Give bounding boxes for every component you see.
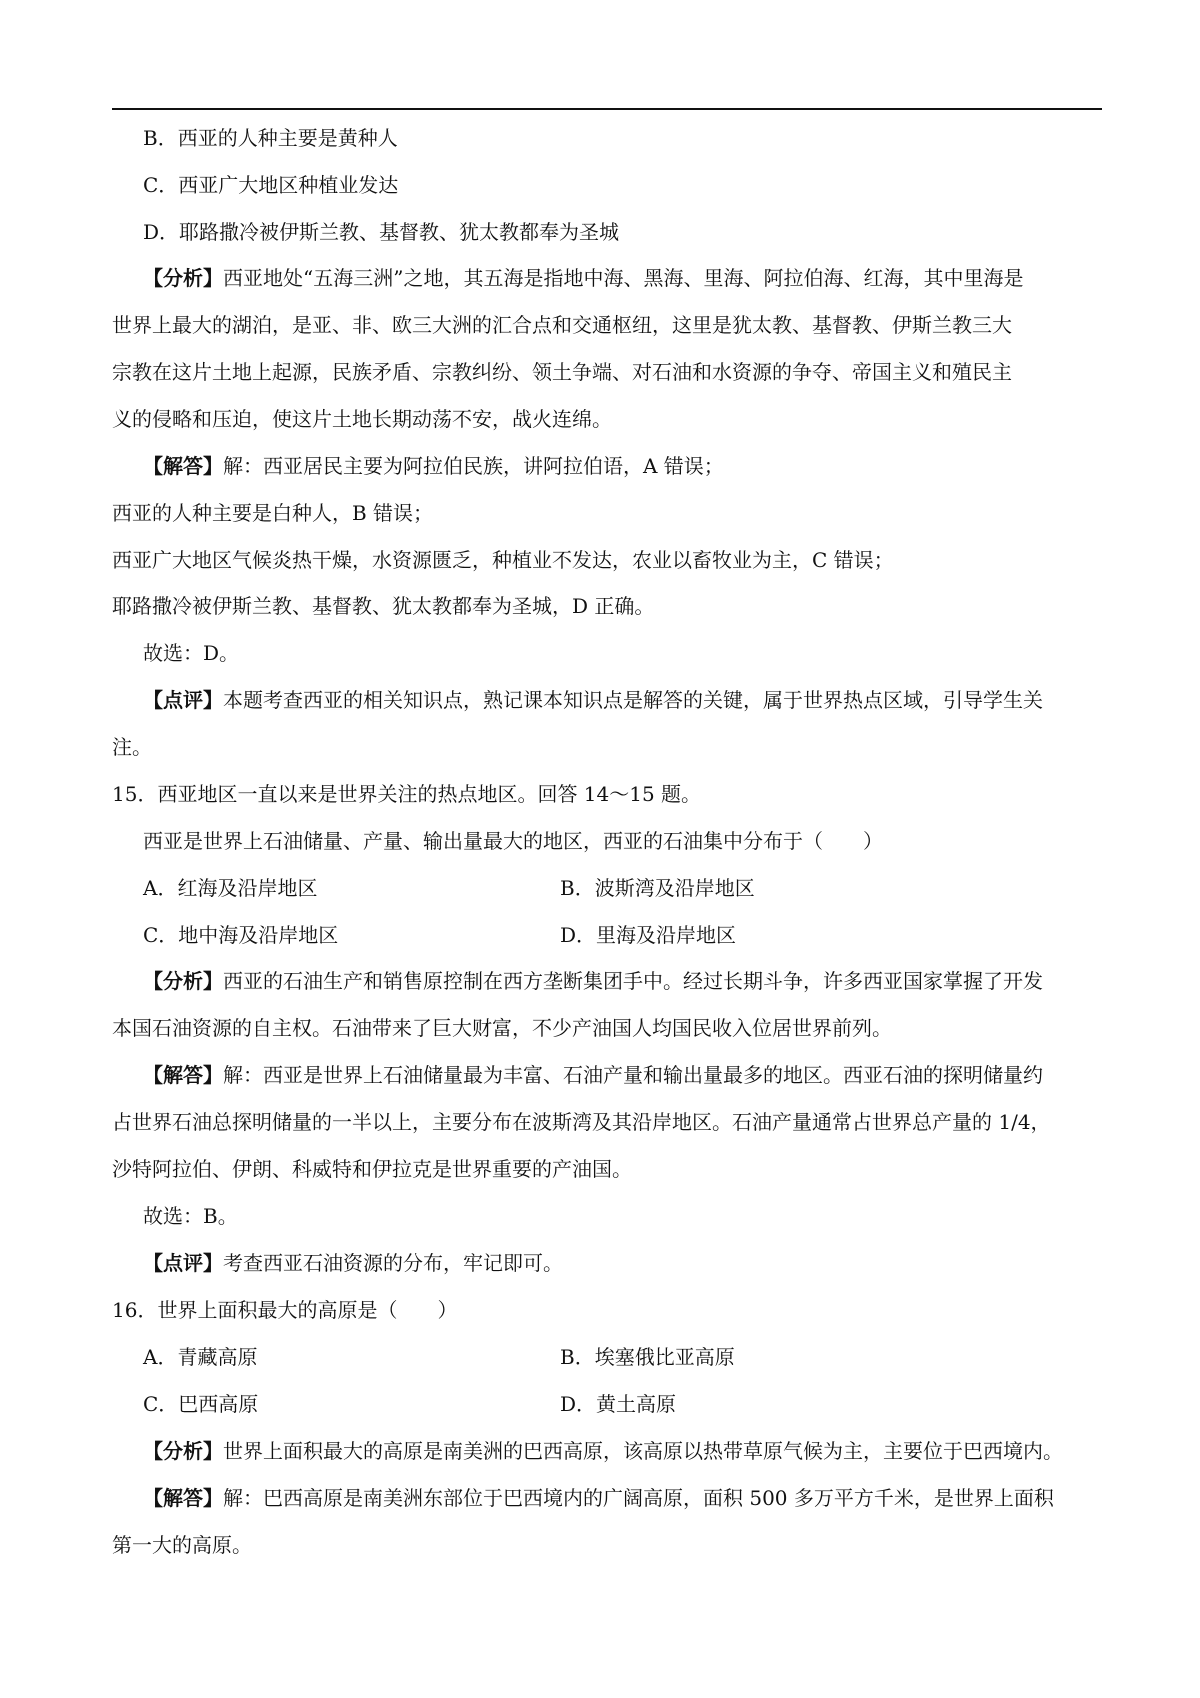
option-d: D．耶路撒冷被伊斯兰教、基督教、犹太教都奉为圣城 — [143, 220, 620, 244]
analysis-line — [143, 263, 1023, 293]
q16-option-a: A．青藏高原 — [143, 1345, 258, 1369]
analysis-text: 西亚地处“五海三洲”之地，其五海是指地中海、黑海、里海、阿拉伯海、红海，其中里海是 — [223, 266, 1024, 290]
q16-answer-line: 第一大的高原。 — [112, 1533, 252, 1557]
answer-text: 解：西亚居民主要为阿拉伯民族，讲阿拉伯语，A 错误； — [223, 454, 724, 478]
q16-option-c: C．巴西高原 — [143, 1392, 259, 1416]
analysis-tag: 【分析】 — [143, 1439, 223, 1463]
answer-line — [143, 451, 724, 481]
answer-line: 西亚的人种主要是白种人，B 错误； — [112, 501, 434, 525]
q15-answer-line: 占世界石油总探明储量的一半以上，主要分布在波斯湾及其沿岸地区。石油产量通常占世界总产量的 1/4， — [112, 1110, 1051, 1134]
analysis-text: 西亚的石油生产和销售原控制在西方垄断集团手中。经过长期斗争，许多西亚国家掌握了开发 — [223, 969, 1043, 993]
answer-text: 解：西亚是世界上石油储量最为丰富、石油产量和输出量最多的地区。西亚石油的探明储量约 — [223, 1063, 1043, 1087]
q15-answer-line: 沙特阿拉伯、伊朗、科威特和伊拉克是世界重要的产油国。 — [112, 1157, 632, 1181]
q15-option-d: D．里海及沿岸地区 — [560, 923, 737, 947]
answer-tag: 【解答】 — [143, 1486, 223, 1510]
question-15-stem: 15．西亚地区一直以来是世界关注的热点地区。回答 14～15 题。 — [112, 782, 702, 806]
q15-analysis-line — [143, 966, 1043, 996]
analysis-line: 义的侵略和压迫，使这片土地长期动荡不安，战火连绵。 — [112, 407, 612, 431]
analysis-line: 宗教在这片土地上起源，民族矛盾、宗教纠纷、领土争端、对石油和水资源的争夺、帝国主义和殖民主 — [112, 360, 1012, 384]
q15-comment-line — [143, 1248, 563, 1278]
comment-line: 注。 — [112, 735, 152, 759]
comment-text: 考查西亚石油资源的分布，牢记即可。 — [223, 1251, 563, 1275]
q16-option-d: D．黄土高原 — [560, 1392, 677, 1416]
answer-text: 解：巴西高原是南美洲东部位于巴西境内的广阔高原，面积 500 多万平方千米，是世界上面积 — [223, 1486, 1054, 1510]
q15-answer-choice: 故选：B。 — [143, 1204, 238, 1228]
comment-line — [143, 685, 1043, 715]
question-15-substem: 西亚是世界上石油储量、产量、输出量最大的地区，西亚的石油集中分布于（ ） — [143, 829, 883, 853]
analysis-tag: 【分析】 — [143, 266, 223, 290]
comment-tag: 【点评】 — [143, 688, 223, 712]
header-rule — [112, 108, 1102, 110]
option-c: C．西亚广大地区种植业发达 — [143, 173, 399, 197]
comment-text: 本题考查西亚的相关知识点，熟记课本知识点是解答的关键，属于世界热点区域，引导学生关 — [223, 688, 1043, 712]
analysis-text: 世界上面积最大的高原是南美洲的巴西高原，该高原以热带草原气候为主，主要位于巴西境内。 — [223, 1439, 1063, 1463]
analysis-line: 世界上最大的湖泊，是亚、非、欧三大洲的汇合点和交通枢纽，这里是犹太教、基督教、伊斯兰教三大 — [112, 313, 1012, 337]
q15-analysis-line: 本国石油资源的自主权。石油带来了巨大财富，不少产油国人均国民收入位居世界前列。 — [112, 1016, 892, 1040]
q16-option-b: B．埃塞俄比亚高原 — [560, 1345, 735, 1369]
q15-option-a: A．红海及沿岸地区 — [143, 876, 318, 900]
answer-line: 耶路撒冷被伊斯兰教、基督教、犹太教都奉为圣城，D 正确。 — [112, 594, 655, 618]
q15-option-b: B．波斯湾及沿岸地区 — [560, 876, 755, 900]
option-b: B．西亚的人种主要是黄种人 — [143, 126, 398, 150]
q16-answer-line — [143, 1483, 1054, 1513]
answer-choice: 故选：D。 — [143, 641, 240, 665]
question-16-stem: 16．世界上面积最大的高原是（ ） — [112, 1298, 458, 1322]
answer-line: 西亚广大地区气候炎热干燥，水资源匮乏，种植业不发达，农业以畜牧业为主，C 错误； — [112, 548, 894, 572]
q15-answer-line — [143, 1060, 1043, 1090]
answer-tag: 【解答】 — [143, 454, 223, 478]
analysis-tag: 【分析】 — [143, 969, 223, 993]
q15-option-c: C．地中海及沿岸地区 — [143, 923, 339, 947]
comment-tag: 【点评】 — [143, 1251, 223, 1275]
q16-analysis-line — [143, 1436, 1063, 1466]
answer-tag: 【解答】 — [143, 1063, 223, 1087]
